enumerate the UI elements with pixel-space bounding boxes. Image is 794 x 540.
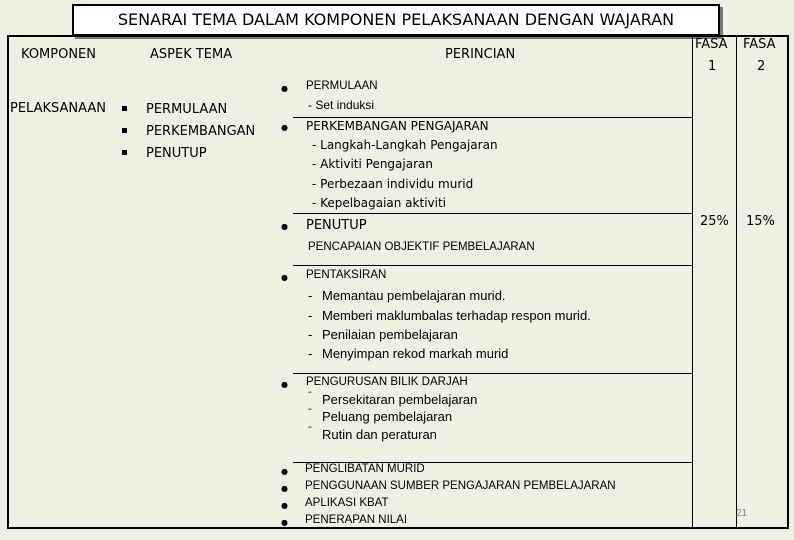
aspek-item: PERKEMBANGAN: [146, 124, 256, 139]
dash-icon: -: [308, 346, 313, 361]
wajaran-fasa-2: 15%: [746, 214, 775, 229]
pentaksiran-item: Penilaian pembelajaran: [322, 327, 458, 342]
header-fasa-2: FASA: [743, 37, 776, 52]
perkembangan-item: - Perbezaan individu murid: [312, 177, 474, 191]
square-bullet-icon: [122, 128, 127, 133]
pentaksiran-item: Menyimpan rekod markah murid: [322, 346, 509, 361]
lain-item: PENERAPAN NILAI: [305, 514, 408, 526]
pencapaian-objektif: PENCAPAIAN OBJEKTIF PEMBELAJARAN: [308, 241, 535, 253]
bullet-icon: ●: [281, 501, 288, 510]
aspek-item: PERMULAAN: [146, 102, 228, 117]
perkembangan-heading: PERKEMBANGAN PENGAJARAN: [306, 119, 489, 133]
square-bullet-icon: [122, 150, 127, 155]
permulaan-item: - Set induksi: [308, 98, 375, 112]
page-title: SENARAI TEMA DALAM KOMPONEN PELAKSANAAN DENGAN WAJARAN: [72, 4, 720, 36]
lain-item: PENGLIBATAN MURID: [305, 463, 425, 475]
aspek-item: PENUTUP: [146, 146, 207, 161]
komponen-pelaksanaan: PELAKSANAAN: [10, 101, 106, 116]
header-aspek-tema: ASPEK TEMA: [150, 47, 233, 62]
dash-icon: ˉ: [308, 391, 312, 403]
bullet-icon: ●: [281, 467, 288, 476]
dash-icon: ˉ: [308, 426, 312, 438]
dash-icon: -: [308, 327, 313, 342]
bullet-icon: ●: [281, 273, 288, 282]
header-fasa-2-number: 2: [757, 59, 766, 74]
lain-item: PENGGUNAAN SUMBER PENGAJARAN PEMBELAJARAN: [305, 480, 616, 492]
header-komponen: KOMPONEN: [21, 47, 96, 62]
pengurusan-item: Rutin dan peraturan: [322, 427, 437, 442]
bullet-icon: ●: [281, 484, 288, 493]
pentaksiran-item: Memberi maklumbalas terhadap respon murid.: [322, 308, 591, 323]
permulaan-heading: PERMULAAN: [306, 80, 378, 92]
row-divider: [293, 265, 692, 266]
lain-item: APLIKASI KBAT: [305, 497, 389, 509]
page-number: 21: [736, 508, 748, 519]
pentaksiran-item: Memantau pembelajaran murid.: [322, 288, 506, 303]
perkembangan-item: - Kepelbagaian aktiviti: [312, 196, 446, 210]
square-bullet-icon: [122, 106, 127, 111]
perkembangan-item: - Langkah-Langkah Pengajaran: [312, 138, 498, 152]
bullet-icon: ●: [281, 518, 288, 527]
row-divider: [293, 117, 692, 118]
pengurusan-item: Persekitaran pembelajaran: [322, 392, 478, 407]
bullet-icon: ●: [281, 222, 288, 231]
pengurusan-item: Peluang pembelajaran: [322, 409, 453, 424]
column-divider-fasa: [692, 35, 693, 529]
column-divider-fasa2: [736, 35, 737, 529]
header-perincian: PERINCIAN: [445, 47, 516, 62]
dash-icon: ˉ: [308, 408, 312, 420]
row-divider: [293, 213, 692, 214]
wajaran-fasa-1: 25%: [700, 214, 729, 229]
penutup-heading: PENUTUP: [306, 218, 367, 233]
perkembangan-item: - Aktiviti Pengajaran: [312, 157, 433, 171]
row-divider: [293, 373, 692, 374]
header-fasa-1-number: 1: [708, 59, 717, 74]
dash-icon: -: [308, 308, 313, 323]
bullet-icon: ●: [281, 84, 288, 93]
bullet-icon: ●: [281, 123, 288, 132]
bullet-icon: ●: [281, 380, 288, 389]
pentaksiran-heading: PENTAKSIRAN: [306, 269, 387, 281]
header-fasa-1: FASA: [695, 37, 728, 52]
dash-icon: -: [308, 288, 313, 303]
pengurusan-heading: PENGURUSAN BILIK DARJAH: [306, 376, 468, 388]
